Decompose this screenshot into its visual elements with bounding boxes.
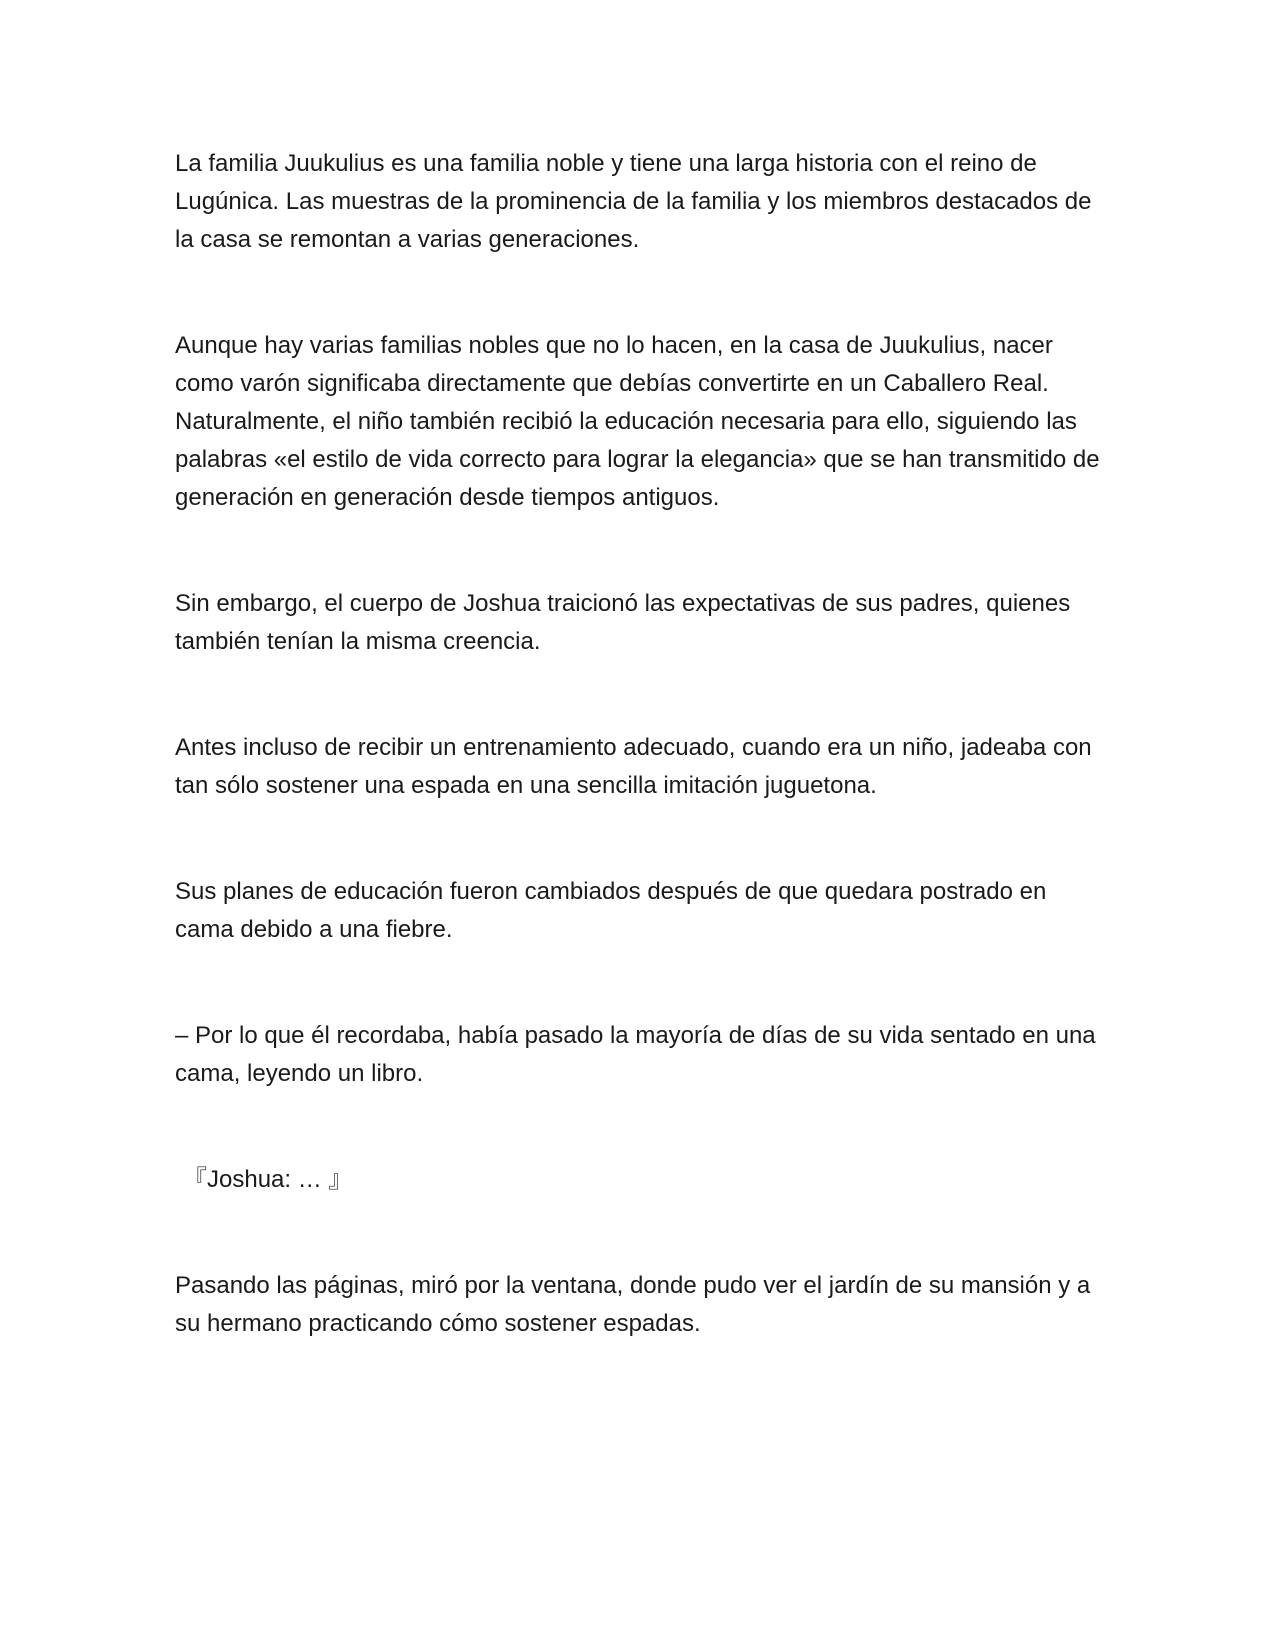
dialogue-line: 『Joshua: … 』 (183, 1166, 353, 1193)
paragraph-spacer (175, 1093, 1100, 1161)
paragraph-spacer (175, 1199, 1100, 1267)
paragraph-5: Sus planes de educación fueron cambiados después de que quedara postrado en cama debido a una fiebre. (175, 878, 1047, 943)
paragraph-spacer (175, 661, 1100, 729)
paragraph-3: Sin embargo, el cuerpo de Joshua traicionó las expectativas de sus padres, quienes también tenían la misma creencia. (175, 590, 1071, 655)
document-page (175, 145, 1100, 1343)
paragraph-spacer (175, 805, 1100, 873)
paragraph-6: – Por lo que él recordaba, había pasado la mayoría de días de su vida sentado en una cama, leyendo un libro. (175, 1022, 1096, 1087)
paragraph-8: Pasando las páginas, miró por la ventana, donde pudo ver el jardín de su mansión y a su hermano practicando cómo sostener espadas. (175, 1272, 1091, 1337)
paragraph-spacer (175, 517, 1100, 585)
paragraph-2: Aunque hay varias familias nobles que no lo hacen, en la casa de Juukulius, nacer como varón significaba directamente que debías convertirte en un Caballero Real. Naturalmente, el niño también recibió la educación necesaria para ello, siguiendo las palabras «el estilo de vida correcto para lograr la elegancia» que se han transmitido de generación en generación desde tiempos antiguos. (175, 332, 1100, 511)
paragraph-spacer (175, 949, 1100, 1017)
paragraph-1: La familia Juukulius es una familia noble y tiene una larga historia con el reino de Lugúnica. Las muestras de la prominencia de la familia y los miembros destacados de la casa se remontan a varias generaciones. (175, 150, 1092, 253)
paragraph-4: Antes incluso de recibir un entrenamiento adecuado, cuando era un niño, jadeaba con tan sólo sostener una espada en una sencilla imitación juguetona. (175, 734, 1092, 799)
paragraph-spacer (175, 259, 1100, 327)
